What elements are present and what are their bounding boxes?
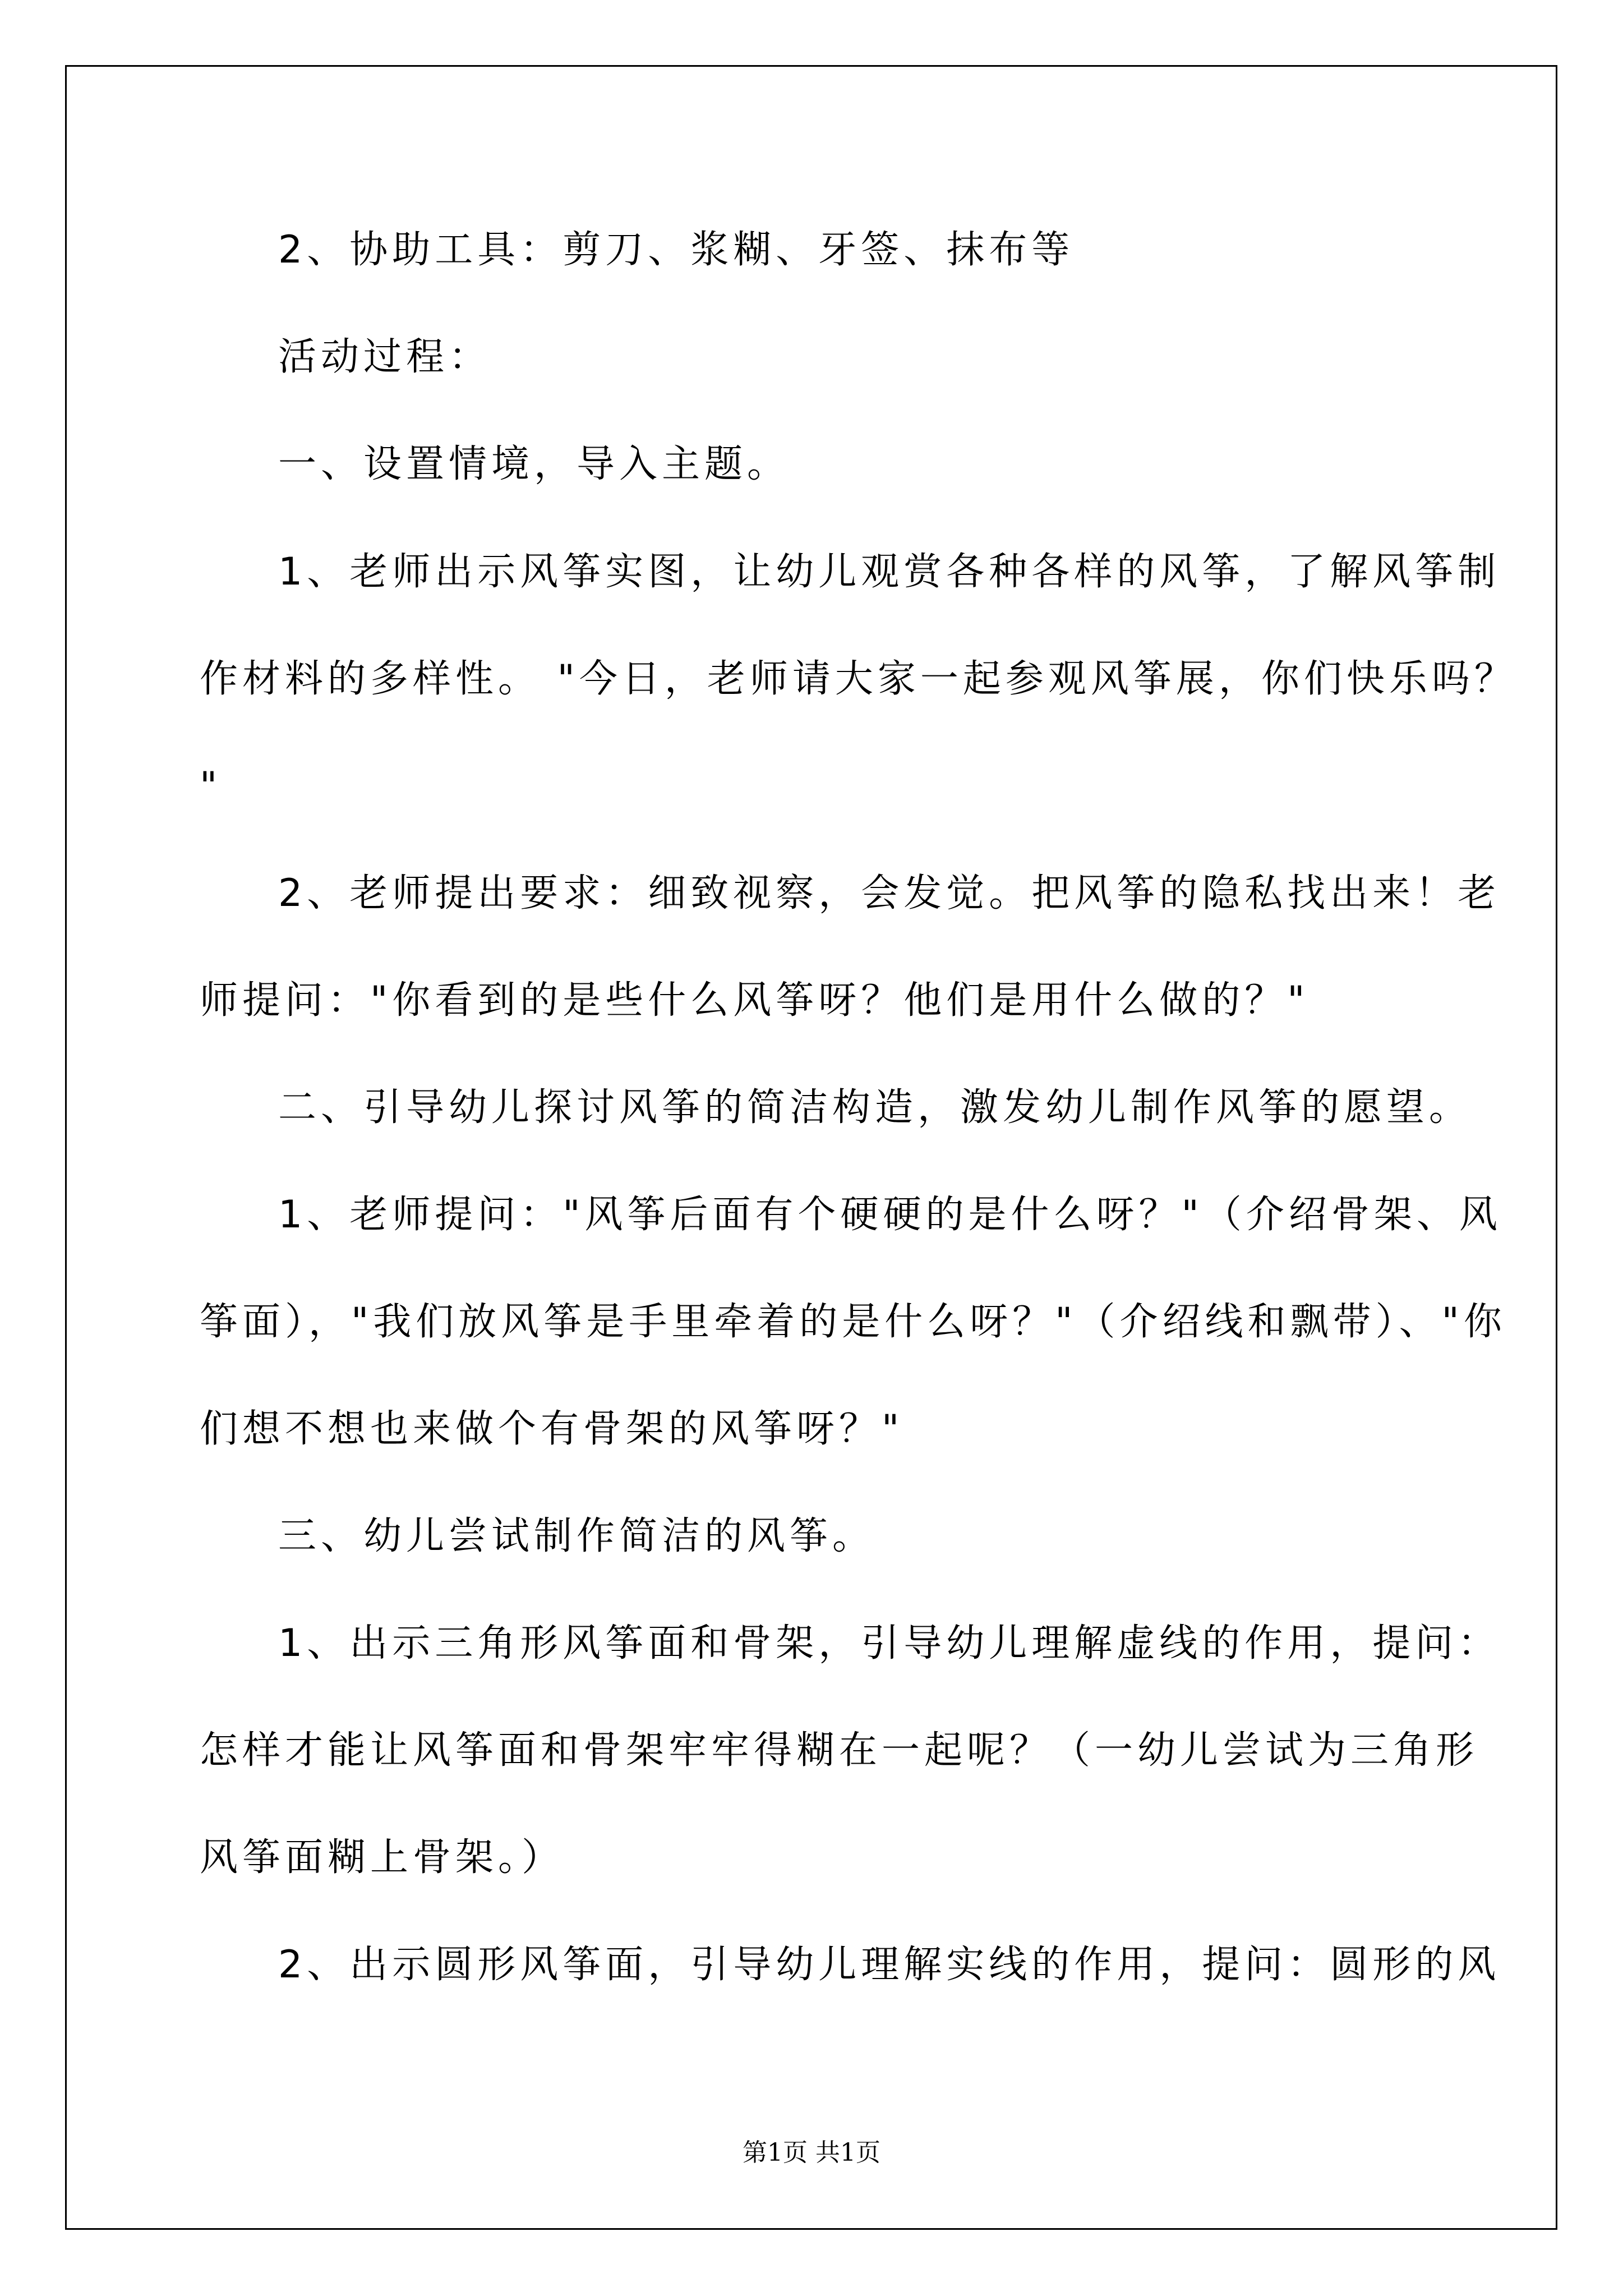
page-border [65, 65, 1557, 2230]
body-line: 筝面），"我们放风筝是手里牵着的是什么呀？"（介绍线和飘带）、"你 [200, 1300, 1506, 1344]
body-line: 2、协助工具：剪刀、浆糊、牙签、抹布等 [278, 228, 1075, 272]
body-line: 1、老师出示风筝实图，让幼儿观赏各种各样的风筝，了解风筝制 [278, 550, 1501, 594]
body-line: 二、引导幼儿探讨风筝的简洁构造，激发幼儿制作风筝的愿望。 [278, 1085, 1472, 1130]
body-line: 2、出示圆形风筝面，引导幼儿理解实线的作用，提问：圆形的风 [278, 1943, 1501, 1987]
body-line: 1、出示三角形风筝面和骨架，引导幼儿理解虚线的作用，提问： [278, 1621, 1501, 1665]
page-number: 第1页 共1页 [743, 2138, 880, 2167]
body-line: 1、老师提问："风筝后面有个硬硬的是什么呀？"（介绍骨架、风 [278, 1193, 1502, 1237]
body-line: 2、老师提出要求：细致视察，会发觉。把风筝的隐私找出来！老 [278, 871, 1501, 915]
body-line: 师提问："你看到的是些什么风筝呀？他们是用什么做的？" [200, 978, 1310, 1023]
body-line: 怎样才能让风筝面和骨架牢牢得糊在一起呢？（一幼儿尝试为三角形 [200, 1728, 1479, 1773]
body-line: 风筝面糊上骨架。） [200, 1835, 565, 1880]
body-line: " [200, 764, 222, 808]
body-line: 三、幼儿尝试制作简洁的风筝。 [278, 1514, 875, 1558]
body-line: 们想不想也来做个有骨架的风筝呀？" [200, 1407, 904, 1451]
body-line: 一、设置情境，导入主题。 [278, 442, 790, 486]
body-line: 作材料的多样性。 "今日，老师请大家一起参观风筝展，你们快乐吗？ [200, 657, 1517, 701]
body-line: 活动过程： [278, 335, 492, 379]
